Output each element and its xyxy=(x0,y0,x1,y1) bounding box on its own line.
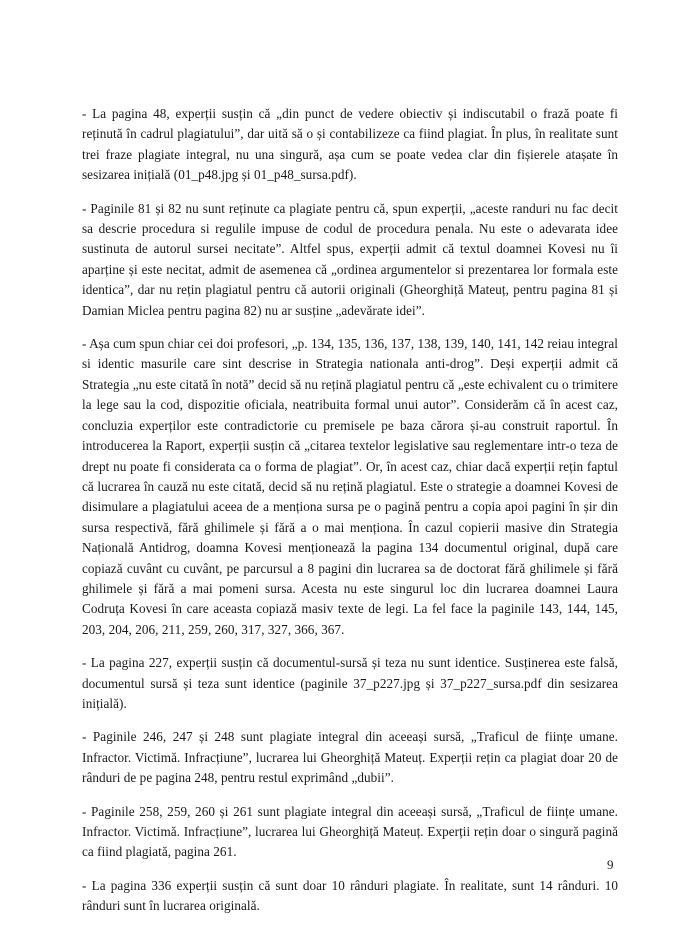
paragraph-page-336: - La pagina 336 experții susțin că sunt doar 10 rânduri plagiate. În realitate, sunt 14 rânduri. 10 rânduri sunt în lucrarea originală. xyxy=(82,877,618,914)
paragraph-page-48: - La pagina 48, experții susțin că „din punct de vedere obiectiv și indiscutabil o frază poate fi reținută în cadrul plagiatului”, dar uită să o și contabilizeze ca fiind plagiat. În plus, în realitate sunt trei fraze plagiate integral, nu una singură, așa cum se poate vedea clar din fișierele atașate în sesizarea inițială (01_p48.jpg și 01_p48_sursa.pdf). xyxy=(82,106,618,183)
paragraph-pages-246-248: - Paginile 246, 247 și 248 sunt plagiate integral din aceeași sursă, „Traficul de ființe umane. Infractor. Victimă. Infracțiune”, lucrarea lui Gheorghiță Mateuț. Experții rețin ca plagiat doar 20 de rânduri de pe pagina 248, pentru restul exprimând „dubii”. xyxy=(82,729,618,786)
document-page xyxy=(82,104,618,930)
page-number: 9 xyxy=(607,857,614,872)
paragraph-pages-81-82: - Paginile 81 și 82 nu sunt reținute ca plagiate pentru că, spun experții, „aceste randuri nu fac decit sa descrie procedura si regulile impuse de codul de procedura penala. Nu este o adevarata idee sustinuta de autorul sursei necitate”. Altfel spus, experții admit că textul doamnei Kovesi nu îi aparține și este necitat, admit de asemenea că „ordinea argumentelor si prezentarea lor formala este identica”, dar nu rețin plagiatul pentru că autorii originali (Gheorghiță Mateuț, pentru pagina 81 și Damian Miclea pentru pagina 82) nu ar susține „adevărate idei”. xyxy=(82,200,618,318)
paragraph-pages-258-261: - Paginile 258, 259, 260 și 261 sunt plagiate integral din aceeași sursă, „Traficul de ființe umane. Infractor. Victimă. Infracțiune”, lucrarea lui Gheorghiță Mateuț. Experții rețin doar o singură pagină ca fiind plagiată, pagina 261. xyxy=(82,803,618,860)
paragraph-strategia-antidrog: - Așa cum spun chiar cei doi profesori, „p. 134, 135, 136, 137, 138, 139, 140, 141, 142 reiau integral si identic masurile care sint descrise in Strategia nationala anti-drog”. Deși experții admit că Strategia „nu este citată în notă” decid să nu rețină plagiatul pentru că „este echivalent cu o trimitere la lege sau la cod, dispozitie oficiala, neatribuita formal unui autor”. Considerăm că în acest caz, concluzia experților este contradictorie cu premisele pe baza cărora și-au construit raportul. În introducerea la Raport, experții susțin că „citarea textelor legislative sau reglementare intr-o teza de drept nu poate fi considerata ca o forma de plagiat”. Or, în acest caz, chiar dacă experții rețin faptul că lucrarea în cauză nu este citată, decid să nu rețină plagiatul. Este o strategie a doamnei Kovesi de disimulare a plagiatului aceea de a menționa sursa pe o pagină pentru a copia apoi pagini în șir din sursa respectivă, fără ghilimele și fără a o mai menționa. În cazul copierii masive din Strategia Națională Antidrog, doamna Kovesi menționează la pagina 134 documentul original, după care copiază cuvânt cu cuvânt, pe parcursul a 8 pagini din lucrarea sa de doctorat fără ghilimele și fără ghilimele și fără a mai pomeni sursa. Acesta nu este singurul loc din lucrarea doamnei Laura Codruța Kovesi în care aceasta copiază masiv texte de legi. La fel face la paginile 143, 144, 145, 203, 204, 206, 211, 259, 260, 317, 327, 366, 367. xyxy=(82,336,618,637)
paragraph-page-227: - La pagina 227, experții susțin că documentul-sursă și teza nu sunt identice. Susținerea este falsă, documentul sursă și teza sunt identice (paginile 37_p227.jpg și 37_p227_sursa.pdf din sesizarea inițială). xyxy=(82,655,618,711)
